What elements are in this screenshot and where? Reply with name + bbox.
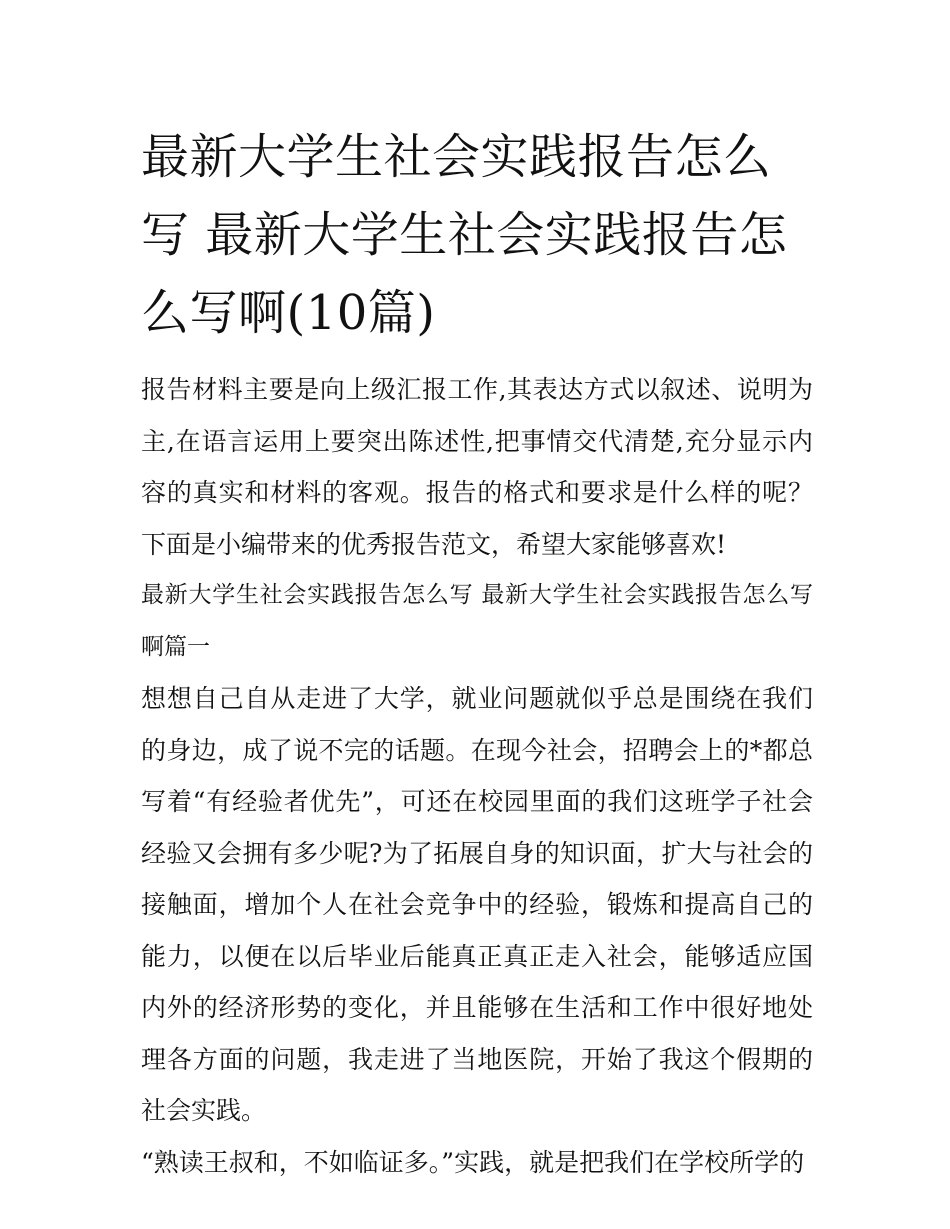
section-heading: 最新大学生社会实践报告怎么写 最新大学生社会实践报告怎么写啊篇一 — [141, 582, 813, 660]
document-title: 最新大学生社会实践报告怎么写 最新大学生社会实践报告怎么写啊(10篇) — [141, 129, 788, 341]
document-content — [141, 118, 813, 1188]
quote-paragraph: “熟读王叔和，不如临证多。”实践，就是把我们在学校所学的 — [141, 1147, 805, 1177]
intro-paragraph: 报告材料主要是向上级汇报工作,其表达方式以叙述、说明为主,在语言运用上要突出陈述性,把事情交代清楚,充分显示内容的真实和材料的客观。报告的格式和要求是什么样的呢？下面是小编带来的优秀报告范文，希望大家能够喜欢! — [141, 375, 813, 559]
body-paragraph: 想想自己自从走进了大学，就业问题就似乎总是围绕在我们的身边，成了说不完的话题。在现今社会，招聘会上的*都总写着“有经验者优先”，可还在校园里面的我们这班学子社会经验又会拥有多少呢?为了拓展自身的知识面，扩大与社会的接触面，增加个人在社会竞争中的经验，锻炼和提高自己的能力，以便在以后毕业后能真正真正走入社会，能够适应国内外的经济形势的变化，并且能够在生活和工作中很好地处理各方面的问题，我走进了当地医院，开始了我这个假期的社会实践。 — [141, 684, 813, 1125]
